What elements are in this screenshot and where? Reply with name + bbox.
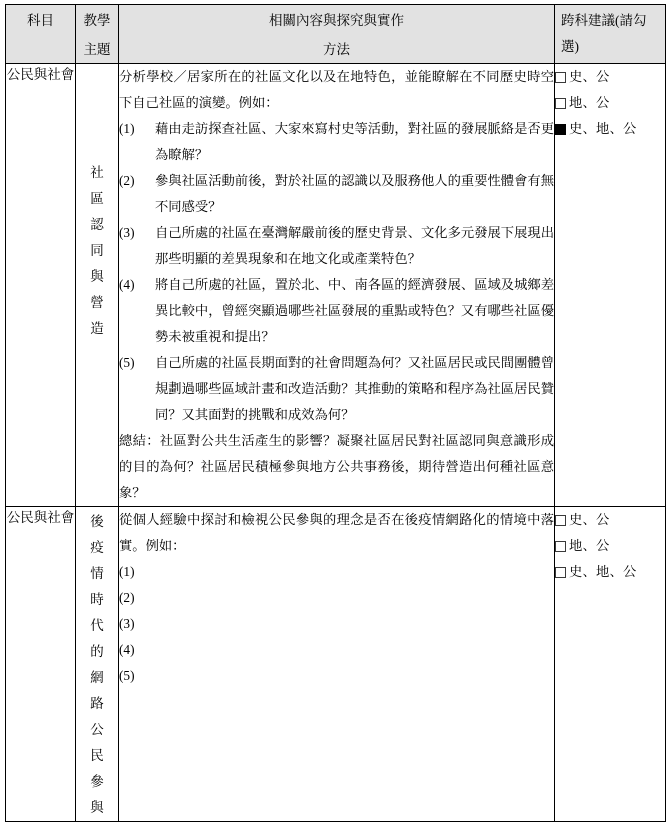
cross-discipline-option-label: 地、公: [569, 538, 610, 553]
header-subject-label: 科目: [27, 13, 54, 28]
checkbox-icon[interactable]: [555, 515, 566, 526]
cross-discipline-option[interactable]: [555, 559, 665, 585]
cell-subject: 公民與社會: [6, 64, 76, 507]
curriculum-table: [5, 4, 666, 822]
checkbox-checked-icon[interactable]: [555, 124, 566, 135]
table-body: [6, 64, 666, 822]
cross-discipline-option-label: 史、地、公: [569, 564, 637, 579]
content-list-item-number: (4): [119, 277, 135, 292]
cross-discipline-option[interactable]: [555, 507, 665, 533]
content-list-item: [119, 168, 554, 220]
topic-vertical-char: 與: [90, 269, 104, 284]
cross-discipline-option-label: 史、地、公: [569, 121, 637, 136]
header-cell-topic: [76, 5, 119, 64]
cross-discipline-option[interactable]: [555, 116, 665, 142]
topic-vertical-char: 營: [90, 295, 104, 310]
topic-vertical-text: [76, 64, 118, 342]
cell-content: [119, 64, 555, 507]
checkbox-icon[interactable]: [555, 541, 566, 552]
cell-topic: [76, 64, 119, 507]
topic-vertical-char: 的: [90, 644, 104, 659]
topic-vertical-char: 情: [90, 566, 104, 581]
topic-vertical-char: 同: [90, 243, 104, 258]
topic-vertical-char: 疫: [90, 540, 104, 555]
content-list-item: [119, 559, 554, 585]
content-list-item-number: (3): [119, 616, 135, 631]
topic-vertical-char: 民: [90, 748, 104, 763]
header-topic-label-line2: 主題: [83, 42, 111, 57]
content-intro: 分析學校／居家所在的社區文化以及在地特色，並能瞭解在不同歷史時空下自己社區的演變。例如：: [119, 69, 554, 110]
content-list-item: [119, 116, 554, 168]
cross-discipline-option[interactable]: [555, 533, 665, 559]
document-page: [0, 4, 670, 815]
cell-content: [119, 507, 555, 822]
content-list-item-number: (1): [119, 121, 135, 136]
topic-vertical-char: 與: [90, 800, 104, 815]
table-header: [6, 5, 666, 64]
topic-vertical-char: 後: [90, 514, 104, 529]
header-row: [6, 5, 666, 64]
content-list-item-number: (1): [119, 564, 135, 579]
content-list-item-number: (5): [119, 668, 135, 683]
content-list-item-text: 參與社區活動前後，對於社區的認識以及服務他人的重要性體會有無不同感受？: [155, 173, 554, 214]
topic-vertical-char: 認: [90, 217, 104, 232]
content-list-item: [119, 585, 554, 611]
header-cross-discipline-label: 跨科建議(請勾選): [561, 13, 647, 54]
content-list-item-number: (4): [119, 642, 135, 657]
header-content-label-line1: 相關內容與探究與實作: [269, 13, 404, 28]
topic-vertical-char: 區: [90, 191, 104, 206]
table-row: [6, 507, 666, 822]
checkbox-icon[interactable]: [555, 567, 566, 578]
header-cell-content: [119, 5, 555, 64]
content-list-item: [119, 350, 554, 428]
checkbox-icon[interactable]: [555, 72, 566, 83]
topic-vertical-char: 時: [90, 592, 104, 607]
cell-subject: 公民與社會: [6, 507, 76, 822]
cross-discipline-option[interactable]: [555, 90, 665, 116]
topic-vertical-char: 代: [90, 618, 104, 633]
content-list-item: [119, 220, 554, 272]
content-list-item-number: (5): [119, 355, 135, 370]
topic-vertical-char: 參: [90, 774, 104, 789]
cross-discipline-option-label: 地、公: [569, 95, 610, 110]
topic-vertical-char: 公: [90, 722, 104, 737]
content-list-item-text: 藉由走訪探查社區、大家來寫村史等活動，對社區的發展脈絡是否更為瞭解？: [155, 121, 554, 162]
content-list-item-number: (2): [119, 173, 135, 188]
content-list-item-text: 自己所處的社區在臺灣解嚴前後的歷史背景、文化多元發展下展現出那些明顯的差異現象和在地文化或產業特色？: [155, 225, 554, 266]
content-list-item-number: (3): [119, 225, 135, 240]
topic-vertical-char: 造: [90, 321, 104, 336]
content-list-item-text: 自己所處的社區長期面對的社會問題為何？又社區居民或民間團體曾規劃過哪些區域計畫和改造活動？其推動的策略和程序為社區居民贊同？又其面對的挑戰和成效為何？: [155, 355, 554, 422]
topic-vertical-char: 路: [90, 696, 104, 711]
topic-vertical-text: [76, 507, 118, 821]
content-list-item: [119, 272, 554, 350]
cell-topic: [76, 507, 119, 822]
topic-vertical-char: 社: [90, 165, 104, 180]
checkbox-icon[interactable]: [555, 98, 566, 109]
cross-discipline-option-label: 史、公: [569, 69, 610, 84]
content-intro: 從個人經驗中探討和檢視公民參與的理念是否在後疫情網路化的情境中落實。例如：: [119, 512, 554, 553]
content-item-list: [119, 116, 554, 428]
content-summary: 總結：社區對公共生活產生的影響？凝聚社區居民對社區認同與意識形成的目的為何？社區居民積極參與地方公共事務後，期待營造出何種社區意象？: [119, 433, 554, 500]
cell-cross-discipline: [555, 64, 666, 507]
content-list-item: [119, 611, 554, 637]
content-list-item: [119, 637, 554, 663]
topic-vertical-char: 網: [90, 670, 104, 685]
cell-cross-discipline: [555, 507, 666, 822]
content-list-item: [119, 663, 554, 689]
header-content-label-line2: 方法: [323, 42, 350, 57]
cross-discipline-option[interactable]: [555, 64, 665, 90]
header-cell-cross-discipline: [555, 5, 666, 64]
header-topic-label-line1: 教學: [83, 13, 111, 28]
cross-discipline-option-label: 史、公: [569, 512, 610, 527]
content-list-item-text: 將自己所處的社區，置於北、中、南各區的經濟發展、區域及城鄉差異比較中，曾經突顯過哪些社區發展的重點或特色？又有哪些社區優勢未被重視和提出？: [155, 277, 554, 344]
content-item-list: [119, 559, 554, 689]
header-cell-subject: [6, 5, 76, 64]
table-row: [6, 64, 666, 507]
content-list-item-number: (2): [119, 590, 135, 605]
